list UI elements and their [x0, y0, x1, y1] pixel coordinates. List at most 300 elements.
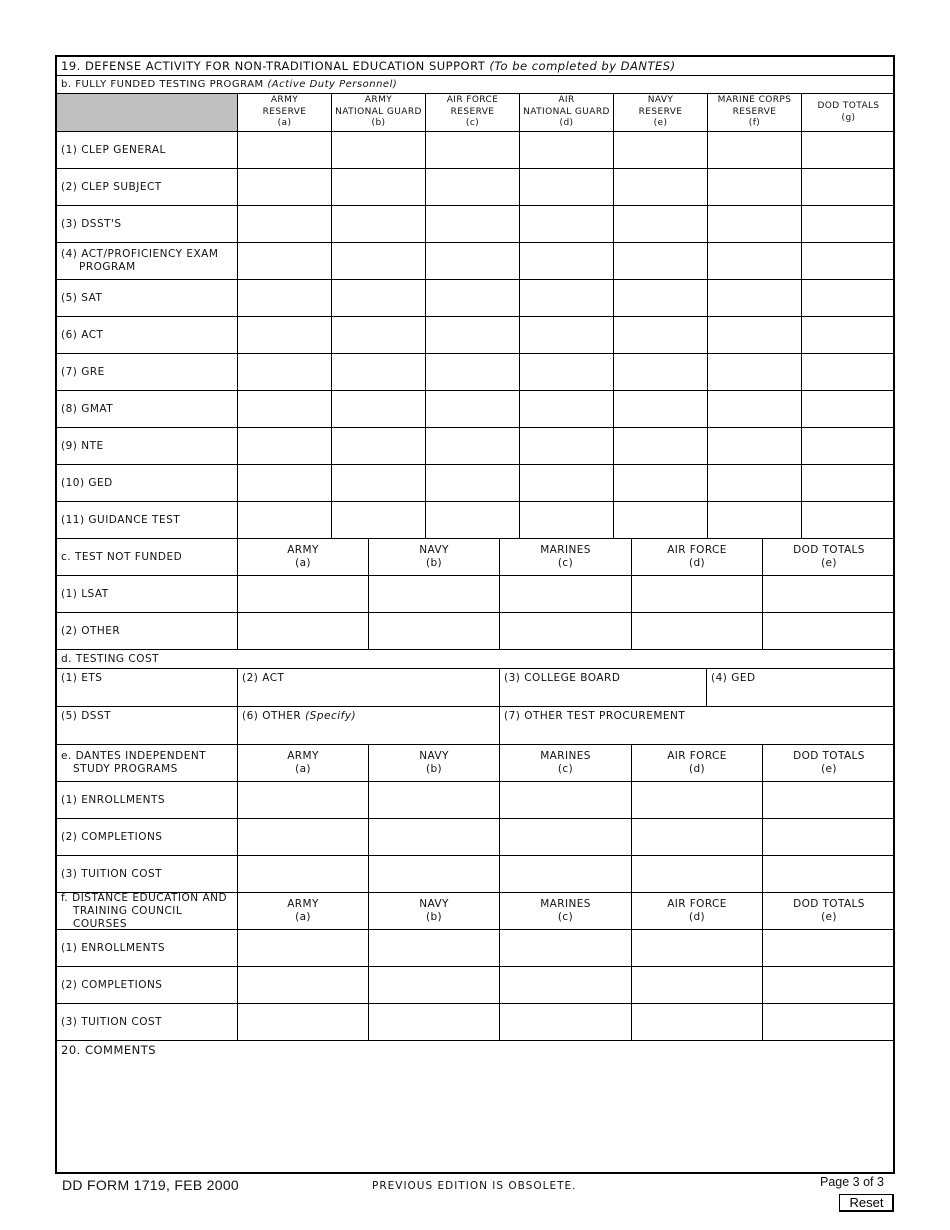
section-b-data-cell: [332, 465, 426, 502]
column-code: (d): [688, 557, 706, 569]
section-f-data-cell: [632, 1004, 763, 1041]
section-e-input[interactable]: [765, 784, 893, 816]
section-b-row-label: [57, 317, 238, 354]
section-e-input[interactable]: [502, 784, 629, 816]
section-e-input[interactable]: [371, 784, 497, 816]
section-b-row-label: [57, 354, 238, 391]
column-name-line2: RESERVE: [638, 106, 683, 117]
section-b-input[interactable]: [710, 430, 799, 462]
field-label: (3) COLLEGE BOARD: [504, 672, 621, 684]
section-b-input[interactable]: [240, 430, 329, 462]
section-e-data-cell: [500, 856, 632, 893]
section-e-input[interactable]: [634, 858, 760, 890]
section-b-input[interactable]: [428, 356, 517, 388]
section-b-input[interactable]: [616, 356, 705, 388]
section-20-heading: 20. COMMENTS: [61, 1043, 157, 1057]
section-c-data-cell: [238, 613, 369, 650]
section-c-col-header: [632, 539, 763, 576]
section-b-input[interactable]: [334, 208, 423, 240]
section-c-input[interactable]: [634, 578, 760, 610]
section-f-input[interactable]: [765, 969, 893, 1001]
section-b-data-cell: [520, 465, 614, 502]
column-code: (e): [821, 911, 837, 923]
section-b-input[interactable]: [240, 319, 329, 351]
section-b-input[interactable]: [804, 171, 893, 203]
section-b-data-cell: [238, 428, 332, 465]
section-b-input[interactable]: [428, 430, 517, 462]
section-b-data-cell: [802, 243, 895, 280]
section-b-row-label: [57, 243, 238, 280]
other-cost-input[interactable]: [240, 724, 497, 742]
section-f-data-cell: [763, 1004, 895, 1041]
section-b-input[interactable]: [616, 430, 705, 462]
column-name: NAVY: [647, 95, 674, 106]
section-b-data-cell: [520, 132, 614, 169]
section-b-data-cell: [332, 502, 426, 539]
section-b-input[interactable]: [710, 208, 799, 240]
section-19-heading: 19. DEFENSE ACTIVITY FOR NON-TRADITIONAL EDUCATION SUPPORT: [61, 58, 486, 73]
column-name: AIR FORCE: [667, 750, 727, 762]
section-b-data-cell: [426, 354, 520, 391]
section-f-data-cell: [369, 967, 500, 1004]
section-b-input[interactable]: [334, 356, 423, 388]
section-e-input[interactable]: [765, 821, 893, 853]
row-label: (3) TUITION COST: [61, 1015, 163, 1028]
column-name: DOD TOTALS: [793, 750, 865, 762]
field-label: (7) OTHER TEST PROCUREMENT: [504, 710, 686, 722]
section-c-col-header: [238, 539, 369, 576]
section-e-data-cell: [369, 856, 500, 893]
section-c-col-header: [369, 539, 500, 576]
section-c-input[interactable]: [502, 615, 629, 647]
section-b-data-cell: [520, 391, 614, 428]
column-code: (g): [841, 112, 856, 123]
testing-cost-other: [238, 707, 500, 745]
section-b-input[interactable]: [334, 430, 423, 462]
section-b-data-cell: [708, 132, 802, 169]
section-b-col-header: [614, 94, 708, 132]
row-label: (9) NTE: [61, 439, 104, 452]
column-name: AIR FORCE: [446, 95, 499, 106]
column-name-line2: NATIONAL GUARD: [523, 106, 610, 117]
form-page: [55, 55, 895, 1174]
section-b-input[interactable]: [334, 282, 423, 314]
section-e-data-cell: [500, 819, 632, 856]
section-b-input[interactable]: [240, 208, 329, 240]
column-code: (c): [557, 557, 574, 569]
section-b-data-cell: [802, 206, 895, 243]
section-b-data-cell: [614, 132, 708, 169]
section-b-input[interactable]: [334, 393, 423, 425]
section-c-data-cell: [763, 613, 895, 650]
section-e-row-label: [57, 819, 238, 856]
section-b-data-cell: [332, 354, 426, 391]
section-e-data-cell: [238, 856, 369, 893]
section-f-col-header: [500, 893, 632, 930]
section-f-data-cell: [500, 1004, 632, 1041]
section-b-col-header: [708, 94, 802, 132]
section-e-input[interactable]: [371, 821, 497, 853]
section-f-col-header: [238, 893, 369, 930]
section-b-data-cell: [332, 243, 426, 280]
section-b-input[interactable]: [804, 319, 893, 351]
section-b-input[interactable]: [710, 171, 799, 203]
section-b-input[interactable]: [804, 356, 893, 388]
field-label: (6) OTHER: [242, 710, 302, 722]
section-c-input[interactable]: [371, 615, 497, 647]
section-b-input[interactable]: [428, 319, 517, 351]
column-code: (e): [821, 557, 837, 569]
section-b-input[interactable]: [522, 504, 611, 536]
section-f-input[interactable]: [502, 969, 629, 1001]
section-b-row-label: [57, 206, 238, 243]
section-e-input[interactable]: [634, 784, 760, 816]
section-c-data-cell: [763, 576, 895, 613]
section-b-data-cell: [708, 502, 802, 539]
section-19-title: [57, 57, 895, 76]
section-b-input[interactable]: [240, 171, 329, 203]
section-b-input[interactable]: [522, 430, 611, 462]
section-f-heading-line2: TRAINING COUNCIL COURSES: [73, 904, 183, 930]
section-c-data-cell: [632, 613, 763, 650]
section-b-data-cell: [520, 169, 614, 206]
section-b-data-cell: [802, 354, 895, 391]
column-name: NAVY: [419, 544, 449, 556]
section-f-data-cell: [500, 930, 632, 967]
field-note: (Specify): [305, 710, 357, 722]
section-f-data-cell: [763, 930, 895, 967]
section-b-input[interactable]: [522, 245, 611, 277]
section-b-input[interactable]: [804, 393, 893, 425]
section-b-row-label: [57, 280, 238, 317]
column-name: AIR: [558, 95, 575, 106]
section-b-input[interactable]: [522, 467, 611, 499]
section-f-data-cell: [369, 1004, 500, 1041]
section-b-data-cell: [238, 391, 332, 428]
section-b-input[interactable]: [428, 134, 517, 166]
testing-cost-ged: [707, 669, 895, 707]
section-c-data-cell: [369, 576, 500, 613]
section-b-data-cell: [802, 428, 895, 465]
section-b-title: [57, 76, 895, 94]
section-b-input[interactable]: [804, 467, 893, 499]
section-b-input[interactable]: [522, 208, 611, 240]
section-b-row-label: [57, 391, 238, 428]
section-b-data-cell: [520, 428, 614, 465]
section-e-title: [57, 745, 238, 782]
section-b-col-header: [238, 94, 332, 132]
section-f-input[interactable]: [634, 1006, 760, 1038]
section-b-input[interactable]: [710, 393, 799, 425]
section-b-data-cell: [802, 280, 895, 317]
section-b-data-cell: [426, 169, 520, 206]
section-b-data-cell: [708, 465, 802, 502]
section-b-input[interactable]: [428, 504, 517, 536]
section-b-data-cell: [426, 132, 520, 169]
section-b-input[interactable]: [804, 208, 893, 240]
column-code: (c): [557, 763, 574, 775]
column-name: ARMY: [270, 95, 299, 106]
field-label: (1) ETS: [61, 672, 103, 684]
procurement-cost-input[interactable]: [502, 724, 893, 742]
section-c-data-cell: [500, 576, 632, 613]
section-b-data-cell: [614, 280, 708, 317]
section-e-input[interactable]: [634, 821, 760, 853]
section-f-row-label: [57, 930, 238, 967]
section-b-data-cell: [708, 391, 802, 428]
column-name: AIR FORCE: [667, 544, 727, 556]
section-f-input[interactable]: [765, 932, 893, 964]
section-b-input[interactable]: [804, 245, 893, 277]
section-b-input[interactable]: [616, 393, 705, 425]
section-b-data-cell: [238, 206, 332, 243]
section-b-input[interactable]: [240, 467, 329, 499]
row-label: (2) CLEP SUBJECT: [61, 180, 162, 193]
section-b-data-cell: [238, 354, 332, 391]
column-name: ARMY: [287, 898, 319, 910]
section-e-input[interactable]: [240, 858, 366, 890]
section-b-input[interactable]: [616, 504, 705, 536]
column-code: (f): [748, 118, 761, 129]
section-b-input[interactable]: [334, 467, 423, 499]
section-e-input[interactable]: [765, 858, 893, 890]
section-b-col-header: [802, 94, 895, 132]
section-c-input[interactable]: [240, 615, 366, 647]
obsolete-notice: PREVIOUS EDITION IS OBSOLETE.: [372, 1180, 577, 1192]
section-f-data-cell: [369, 930, 500, 967]
section-f-input[interactable]: [371, 1006, 497, 1038]
section-b-data-cell: [614, 465, 708, 502]
section-b-heading: b. FULLY FUNDED TESTING PROGRAM: [61, 79, 264, 90]
section-f-col-header: [763, 893, 895, 930]
section-b-input[interactable]: [428, 393, 517, 425]
section-b-input[interactable]: [522, 171, 611, 203]
section-b-data-cell: [520, 317, 614, 354]
section-b-input[interactable]: [334, 504, 423, 536]
section-c-input[interactable]: [502, 578, 629, 610]
section-b-input[interactable]: [334, 134, 423, 166]
section-b-input[interactable]: [710, 504, 799, 536]
section-f-input[interactable]: [240, 1006, 366, 1038]
section-b-input[interactable]: [616, 245, 705, 277]
section-b-col-header: [426, 94, 520, 132]
row-label: (1) ENROLLMENTS: [61, 941, 166, 954]
section-b-data-cell: [708, 280, 802, 317]
testing-cost-ets: [57, 669, 238, 707]
section-e-col-header: [500, 745, 632, 782]
section-b-input[interactable]: [710, 319, 799, 351]
section-b-data-cell: [520, 243, 614, 280]
column-name: MARINE CORPS: [717, 95, 792, 106]
section-c-data-cell: [500, 613, 632, 650]
section-b-input[interactable]: [428, 245, 517, 277]
section-b-input[interactable]: [616, 319, 705, 351]
column-code: (d): [688, 763, 706, 775]
section-b-input[interactable]: [616, 467, 705, 499]
section-b-data-cell: [614, 502, 708, 539]
section-f-data-cell: [238, 930, 369, 967]
section-b-input[interactable]: [804, 504, 893, 536]
section-c-col-header: [763, 539, 895, 576]
row-label: (7) GRE: [61, 365, 105, 378]
column-code: (c): [465, 118, 480, 129]
section-e-col-header: [369, 745, 500, 782]
section-b-input[interactable]: [522, 282, 611, 314]
row-label: (2) COMPLETIONS: [61, 830, 163, 843]
section-b-data-cell: [426, 280, 520, 317]
section-b-data-cell: [614, 354, 708, 391]
section-e-input[interactable]: [371, 858, 497, 890]
field-label: (2) ACT: [242, 672, 285, 684]
section-c-row-label: [57, 613, 238, 650]
comments-textarea[interactable]: [61, 1061, 891, 1168]
section-b-data-cell: [238, 502, 332, 539]
section-b-input[interactable]: [240, 356, 329, 388]
section-c-data-cell: [369, 613, 500, 650]
column-code: (d): [559, 118, 574, 129]
section-b-input[interactable]: [334, 171, 423, 203]
ged-cost-input[interactable]: [709, 686, 893, 704]
section-f-data-cell: [632, 967, 763, 1004]
section-b-input[interactable]: [710, 245, 799, 277]
section-b-input[interactable]: [428, 171, 517, 203]
section-e-row-label: [57, 856, 238, 893]
section-b-data-cell: [426, 243, 520, 280]
section-f-input[interactable]: [502, 1006, 629, 1038]
section-f-input[interactable]: [240, 969, 366, 1001]
section-f-input[interactable]: [371, 969, 497, 1001]
section-b-data-cell: [426, 391, 520, 428]
section-b-input[interactable]: [616, 134, 705, 166]
dsst-cost-input[interactable]: [59, 724, 235, 742]
section-b-data-cell: [708, 428, 802, 465]
section-e-row-label: [57, 782, 238, 819]
section-b-input[interactable]: [522, 319, 611, 351]
section-b-data-cell: [802, 132, 895, 169]
section-e-input[interactable]: [502, 821, 629, 853]
section-f-input[interactable]: [502, 932, 629, 964]
section-c-data-cell: [238, 576, 369, 613]
section-b-data-cell: [520, 206, 614, 243]
section-19-note: (To be completed by DANTES): [489, 58, 676, 73]
section-b-input[interactable]: [616, 171, 705, 203]
column-code: (e): [653, 118, 668, 129]
section-f-input[interactable]: [634, 969, 760, 1001]
section-e-input[interactable]: [502, 858, 629, 890]
section-b-data-cell: [802, 465, 895, 502]
column-code: (d): [688, 911, 706, 923]
section-b-input[interactable]: [522, 393, 611, 425]
section-c-input[interactable]: [634, 615, 760, 647]
section-c-title: [57, 539, 238, 576]
section-b-input[interactable]: [710, 356, 799, 388]
section-b-input[interactable]: [334, 245, 423, 277]
row-label: (4) ACT/PROFICIENCY EXAM: [61, 248, 219, 260]
row-label: (5) SAT: [61, 291, 103, 304]
field-label: (4) GED: [711, 672, 756, 684]
section-f-data-cell: [763, 967, 895, 1004]
section-f-input[interactable]: [765, 1006, 893, 1038]
testing-cost-dsst: [57, 707, 238, 745]
section-b-data-cell: [802, 169, 895, 206]
act-cost-input[interactable]: [240, 686, 497, 704]
section-b-input[interactable]: [428, 467, 517, 499]
testing-cost-procurement: [500, 707, 895, 745]
row-label: (6) ACT: [61, 328, 104, 341]
section-b-note: (Active Duty Personnel): [267, 79, 398, 90]
section-e-input[interactable]: [240, 784, 366, 816]
section-b-input[interactable]: [240, 504, 329, 536]
section-b-input[interactable]: [428, 208, 517, 240]
section-c-input[interactable]: [765, 578, 893, 610]
reset-button[interactable]: Reset: [839, 1194, 894, 1212]
section-b-data-cell: [238, 169, 332, 206]
ets-cost-input[interactable]: [59, 686, 235, 704]
section-c-input[interactable]: [371, 578, 497, 610]
column-code: (a): [295, 557, 311, 569]
section-c-row-label: [57, 576, 238, 613]
section-b-row-label: [57, 502, 238, 539]
field-label: (5) DSST: [61, 710, 112, 722]
section-b-input[interactable]: [240, 393, 329, 425]
section-b-row-label: [57, 169, 238, 206]
section-d-heading: d. TESTING COST: [61, 652, 160, 665]
row-label: (2) COMPLETIONS: [61, 978, 163, 991]
section-b-input[interactable]: [428, 282, 517, 314]
section-b-input[interactable]: [522, 356, 611, 388]
section-b-input[interactable]: [334, 319, 423, 351]
section-f-input[interactable]: [634, 932, 760, 964]
column-name-line2: RESERVE: [450, 106, 495, 117]
section-e-data-cell: [632, 819, 763, 856]
section-f-title: [57, 893, 238, 930]
section-f-input[interactable]: [371, 932, 497, 964]
section-b-input[interactable]: [804, 134, 893, 166]
section-b-input[interactable]: [240, 282, 329, 314]
section-e-data-cell: [632, 856, 763, 893]
section-b-input[interactable]: [616, 282, 705, 314]
section-b-input[interactable]: [804, 282, 893, 314]
section-c-input[interactable]: [765, 615, 893, 647]
section-b-input[interactable]: [240, 134, 329, 166]
section-b-data-cell: [426, 465, 520, 502]
section-d-title: [57, 650, 895, 669]
section-b-input[interactable]: [804, 430, 893, 462]
section-e-heading: e. DANTES INDEPENDENT: [61, 750, 207, 762]
college-board-cost-input[interactable]: [502, 686, 704, 704]
section-b-data-cell: [614, 206, 708, 243]
section-b-input[interactable]: [710, 282, 799, 314]
section-c-input[interactable]: [240, 578, 366, 610]
section-b-input[interactable]: [710, 134, 799, 166]
section-b-input[interactable]: [710, 467, 799, 499]
row-label: (3) TUITION COST: [61, 867, 163, 880]
section-c-col-header: [500, 539, 632, 576]
section-f-heading: f. DISTANCE EDUCATION AND: [61, 891, 228, 904]
section-b-input[interactable]: [522, 134, 611, 166]
section-b-data-cell: [426, 206, 520, 243]
section-f-input[interactable]: [240, 932, 366, 964]
section-b-input[interactable]: [240, 245, 329, 277]
section-e-data-cell: [238, 782, 369, 819]
section-b-input[interactable]: [616, 208, 705, 240]
section-b-data-cell: [708, 206, 802, 243]
column-name: ARMY: [364, 95, 393, 106]
section-b-data-cell: [614, 243, 708, 280]
section-e-input[interactable]: [240, 821, 366, 853]
section-f-data-cell: [238, 1004, 369, 1041]
section-f-col-header: [369, 893, 500, 930]
